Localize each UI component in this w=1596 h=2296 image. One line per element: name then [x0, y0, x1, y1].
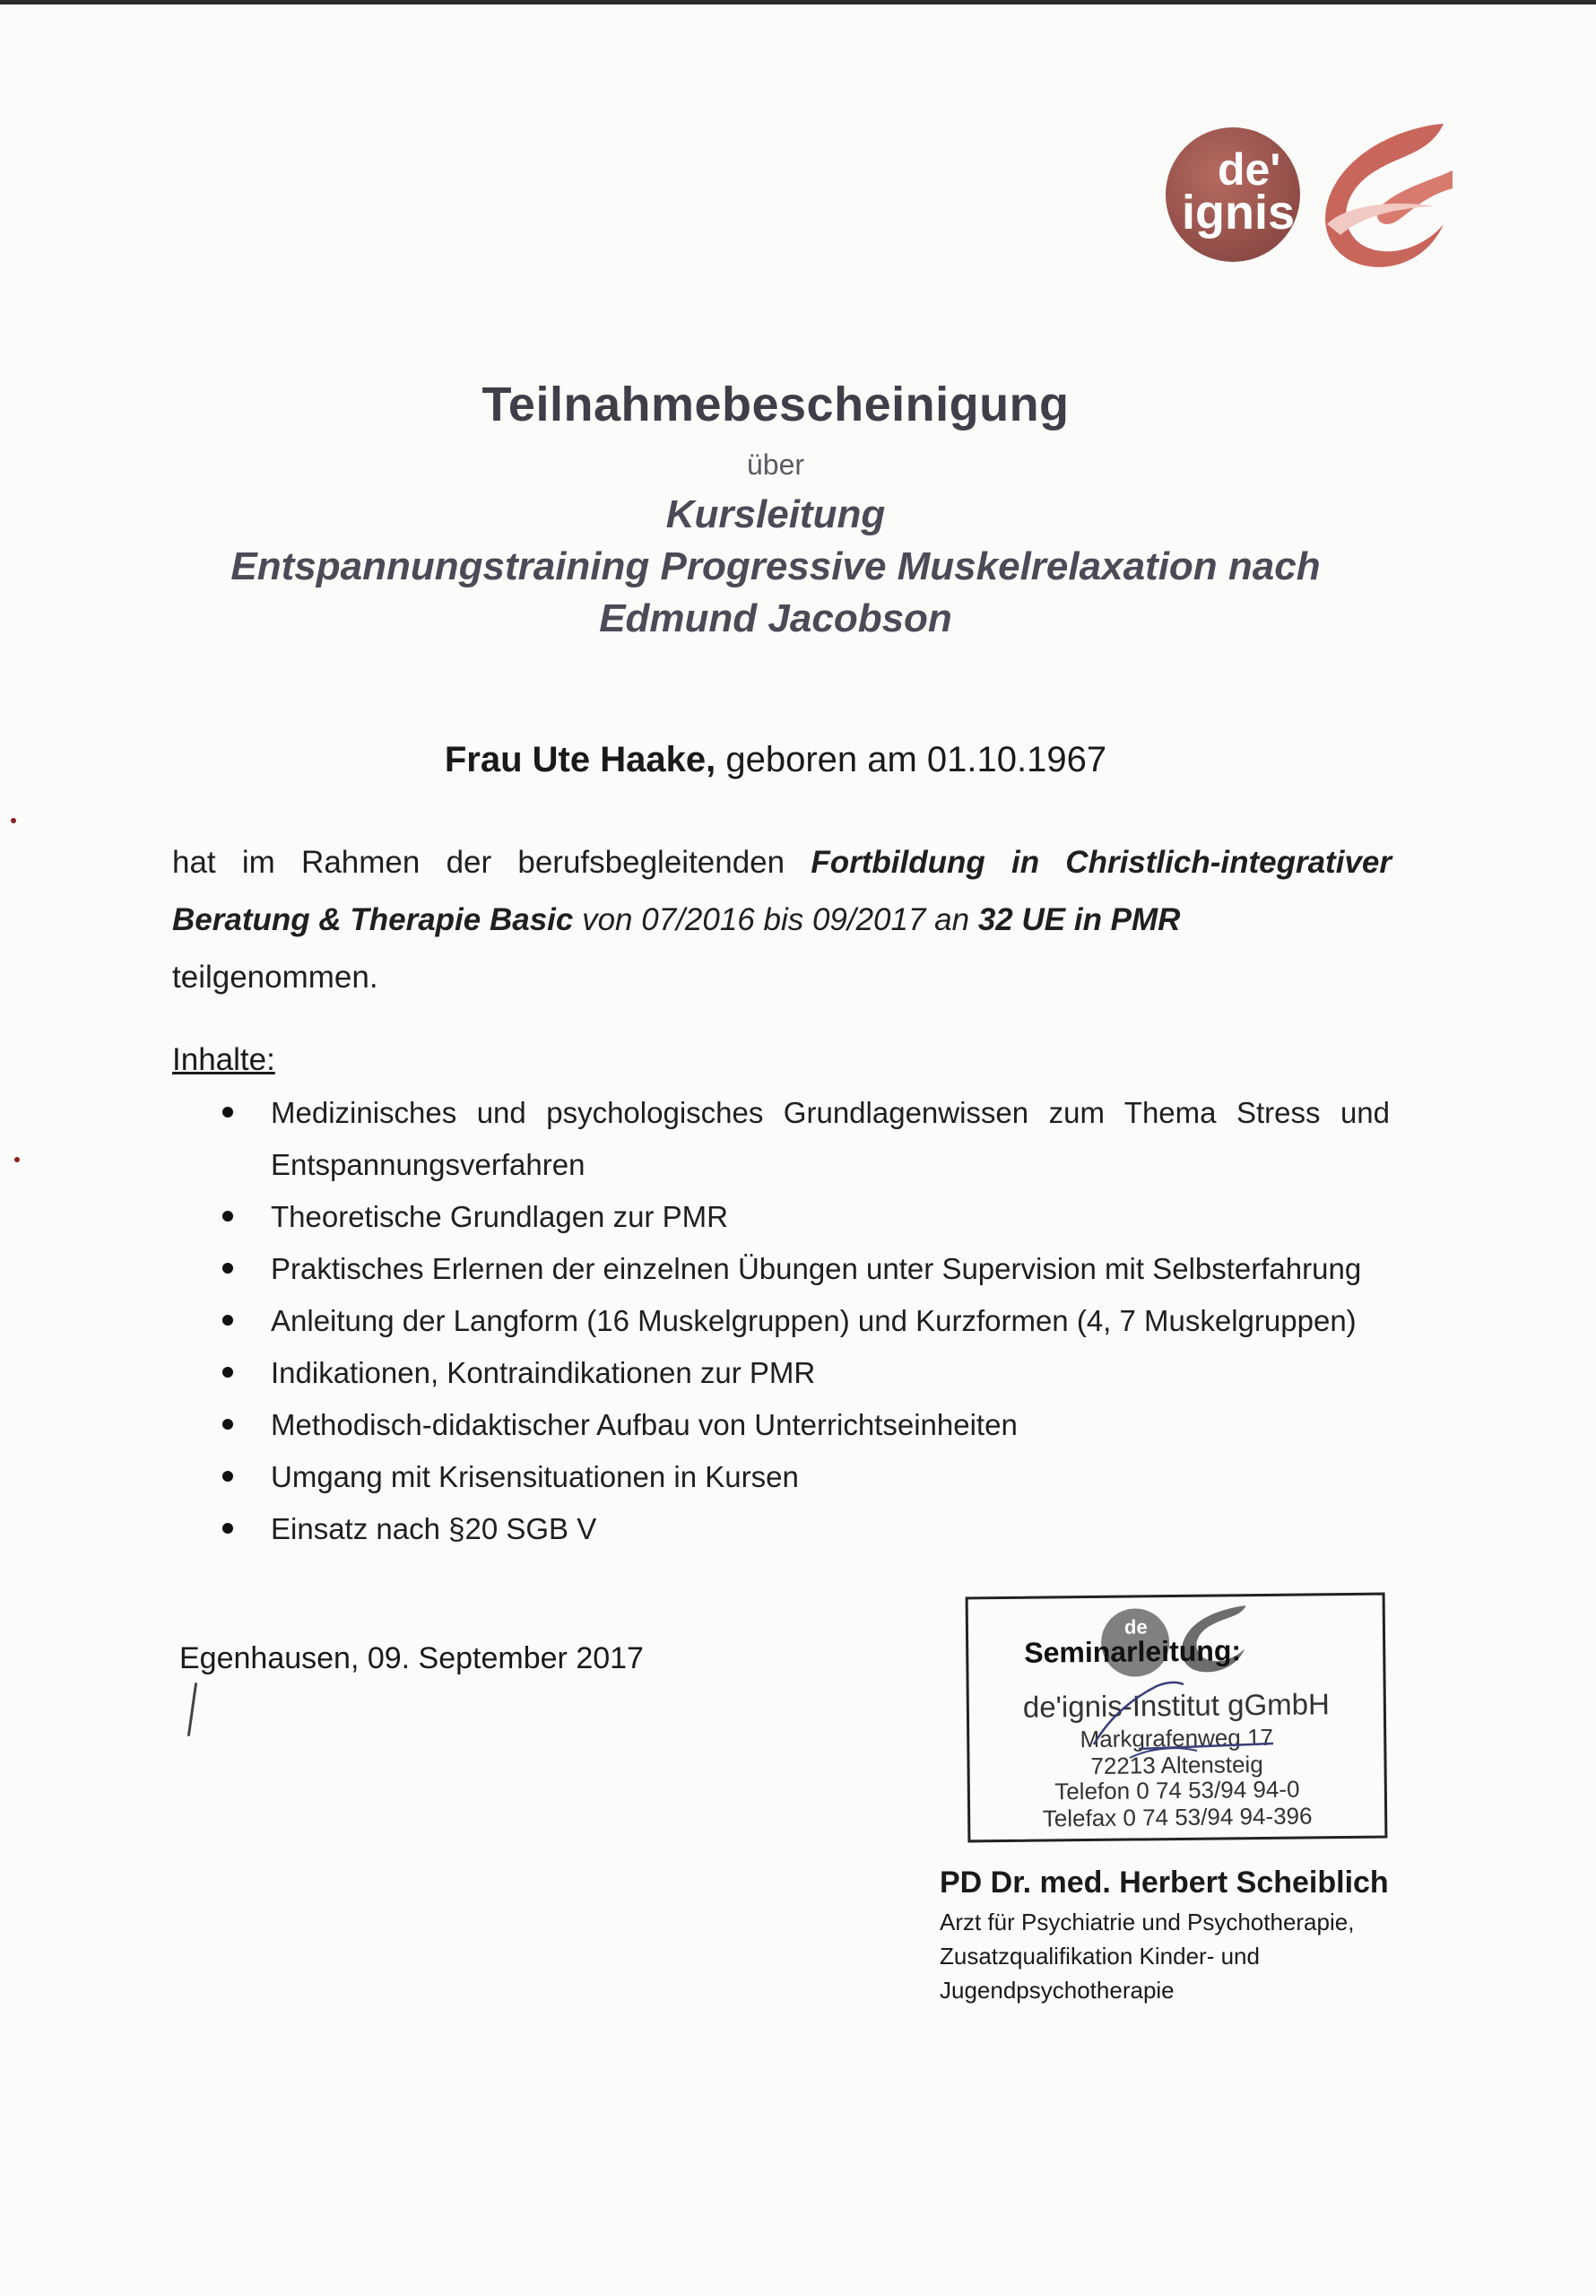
course-line-1: Kursleitung	[665, 492, 886, 536]
course-line-2: Entspannungstraining Progressive Muskelrelaxation nach	[230, 544, 1321, 588]
scan-edge	[0, 0, 1596, 4]
qualification-line-3: Jugendpsychotherapie	[940, 1977, 1175, 2004]
flame-wing-icon	[1309, 117, 1462, 278]
course-line-3: Edmund Jacobson	[599, 596, 952, 640]
list-item: Praktisches Erlernen der einzelnen Übungen unter Supervision mit Selbsterfahrung	[215, 1243, 1390, 1295]
statement-program: Fortbildung in Christlich-integrativer Beratung & Therapie Basic	[172, 845, 1392, 937]
stamp-heading: Seminarleitung:	[1024, 1634, 1242, 1669]
document-title: Teilnahmebescheinigung	[481, 378, 1070, 431]
bullet-icon	[222, 1107, 233, 1118]
bullet-icon	[222, 1367, 233, 1378]
list-item: Methodisch-didaktischer Aufbau von Unterrichtseinheiten	[215, 1399, 1390, 1451]
stamp-fax: Telefax 0 74 53/94 94-396	[1042, 1802, 1313, 1832]
list-item: Umgang mit Krisensituationen in Kursen	[215, 1451, 1390, 1503]
participant-name: Frau Ute Haake,	[444, 740, 716, 779]
stamp-city: 72213 Altensteig	[1090, 1750, 1263, 1780]
punch-mark	[11, 818, 16, 823]
contents-heading: Inhalte:	[172, 1042, 275, 1077]
logo-text-ignis: ignis	[1182, 186, 1296, 239]
punch-mark	[14, 1157, 20, 1162]
list-item: Medizinisches und psychologisches Grundlagenwissen zum Thema Stress und Entspannungsverfahren	[215, 1087, 1390, 1191]
deignis-logo	[1166, 117, 1462, 278]
place-date: Egenhausen, 09. September 2017	[179, 1641, 644, 1675]
statement-period: von 07/2016 bis 09/2017 an	[582, 902, 970, 937]
signatory-qualification	[940, 1905, 1354, 2007]
bullet-icon	[222, 1471, 233, 1482]
bullet-icon	[222, 1419, 233, 1430]
signatory-name: PD Dr. med. Herbert Scheiblich	[940, 1866, 1389, 1900]
list-item: Anleitung der Langform (16 Muskelgruppen) und Kurzformen (4, 7 Muskelgruppen)	[215, 1295, 1390, 1347]
stamp-org: de'ignis-Institut gGmbH	[1022, 1687, 1331, 1724]
document-subtitle: über	[746, 448, 805, 481]
stamp-street: Markgrafenweg 17	[1080, 1723, 1274, 1753]
participant	[0, 740, 1551, 780]
contents-list	[215, 1087, 1390, 1555]
pen-mark	[187, 1683, 197, 1736]
bullet-icon	[222, 1263, 233, 1274]
list-item: Einsatz nach §20 SGB V	[215, 1503, 1390, 1555]
participation-statement	[172, 834, 1392, 1006]
qualification-line-1: Arzt für Psychiatrie und Psychotherapie,	[940, 1909, 1355, 1935]
stamp-logo-text: de	[1123, 1615, 1148, 1639]
bullet-icon	[222, 1315, 233, 1326]
course-title	[0, 489, 1551, 645]
bullet-icon	[222, 1211, 233, 1222]
stamp-phone: Telefon 0 74 53/94 94-0	[1054, 1775, 1300, 1805]
signature-mark	[1040, 1659, 1291, 1767]
statement-part-1: hat im Rahmen der berufsbegleitenden	[172, 845, 785, 880]
qualification-line-2: Zusatzqualifikation Kinder- und	[940, 1943, 1260, 1970]
participant-birth: geboren am 01.10.1967	[725, 740, 1107, 779]
statement-end: teilgenommen.	[172, 960, 378, 995]
logo-text-de: de'	[1218, 144, 1281, 195]
statement-units: 32 UE in PMR	[977, 902, 1181, 937]
bullet-icon	[222, 1523, 233, 1534]
list-item: Theoretische Grundlagen zur PMR	[215, 1191, 1390, 1243]
list-item: Indikationen, Kontraindikationen zur PMR	[215, 1347, 1390, 1399]
